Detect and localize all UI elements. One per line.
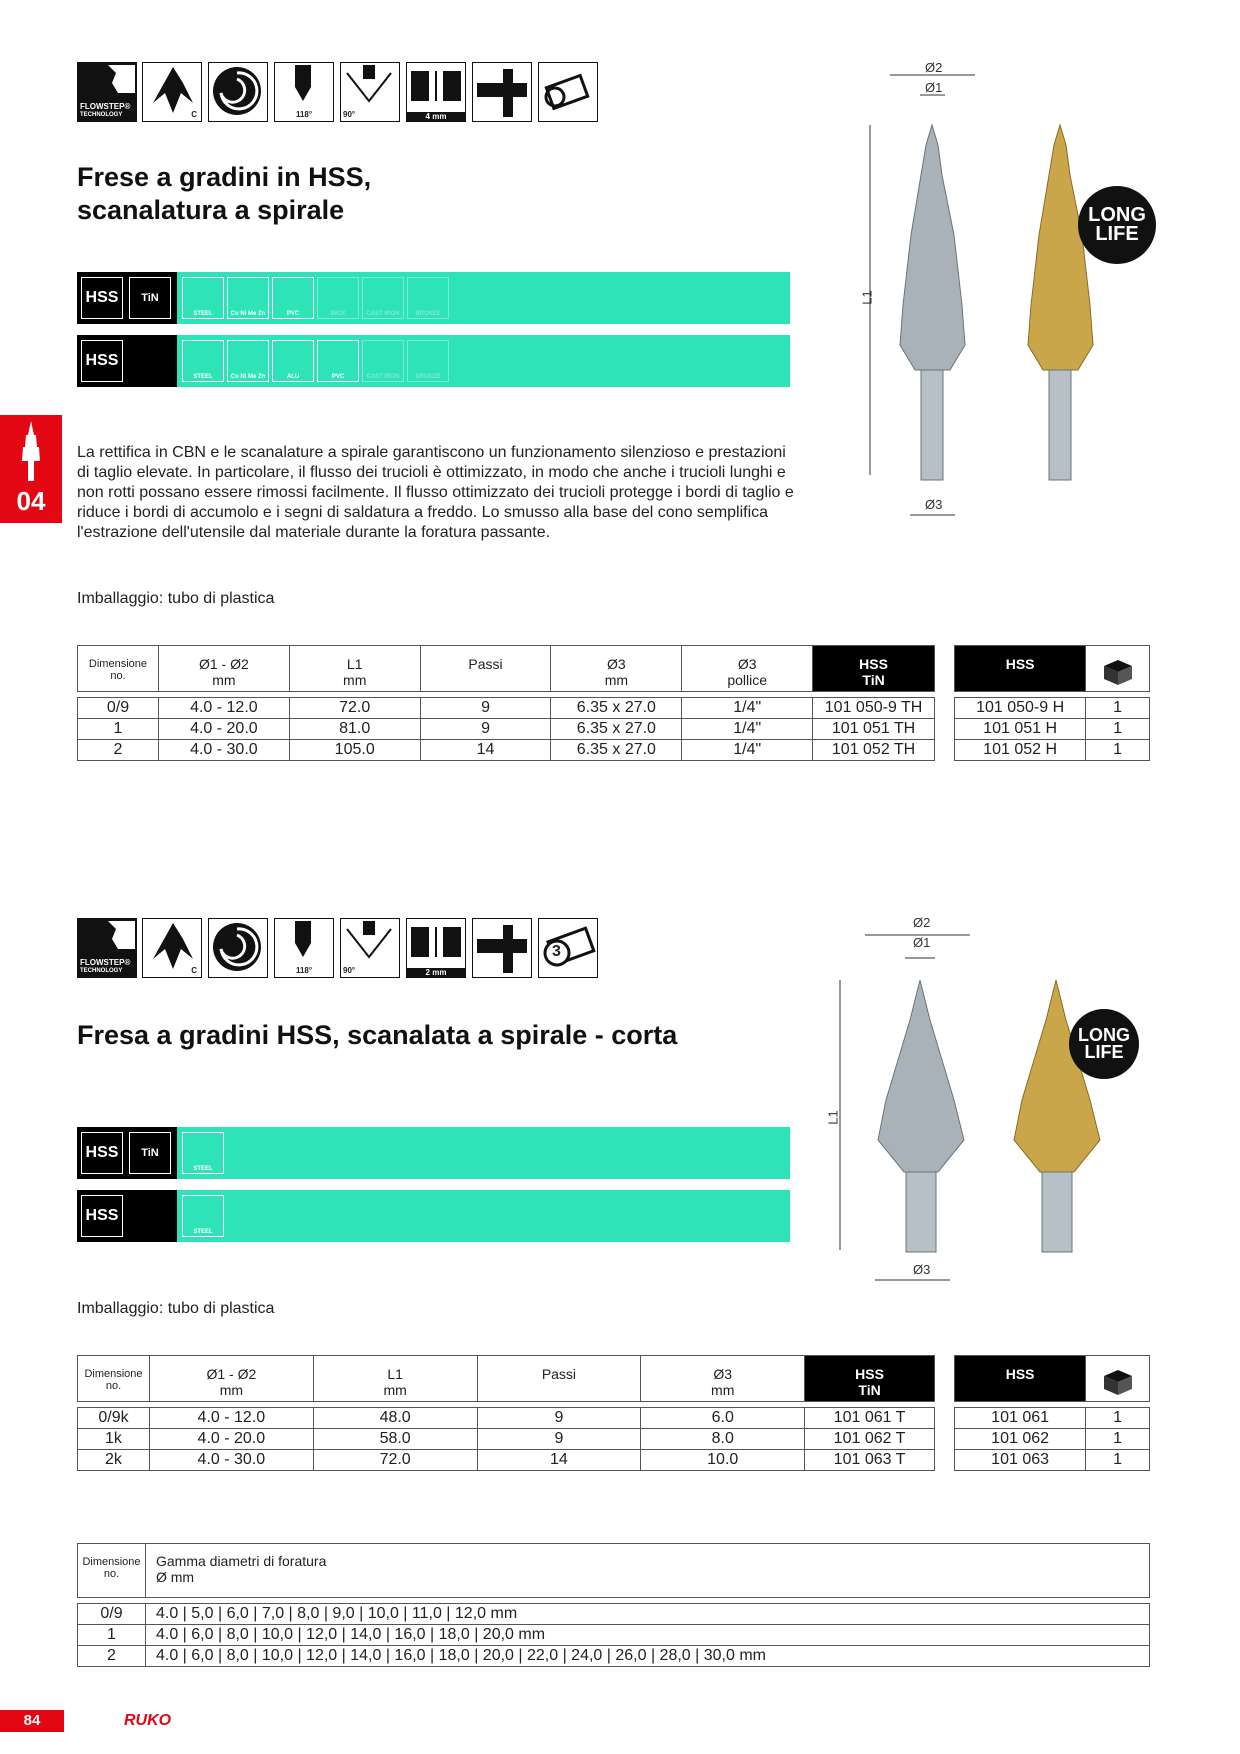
- material-nonferrous-icon: Cu Ni Me Zn: [227, 277, 269, 319]
- table-cell: 1: [1086, 719, 1150, 740]
- coating-tag-hss: HSS: [81, 340, 123, 382]
- table-cell: 1/4": [682, 719, 813, 740]
- table-cell: 101 063: [955, 1450, 1086, 1471]
- brand-logo: RUKO: [124, 1712, 172, 1729]
- material-pvc-icon: PVC: [317, 340, 359, 382]
- range-table-body: [78, 1604, 1150, 1667]
- material-steel-icon: STEEL: [182, 1195, 224, 1237]
- table-row: [955, 1408, 1150, 1429]
- table-header-row: [78, 1544, 1150, 1598]
- table-cell: 9: [420, 719, 551, 740]
- table-cell: 101 061 T: [805, 1408, 935, 1429]
- table-cell: 9: [477, 1408, 641, 1429]
- table-row: [78, 1625, 1150, 1646]
- page-number: 84: [0, 1710, 64, 1732]
- col-header-l1: L1 mm: [289, 646, 420, 692]
- spec-side-table-2: [954, 1355, 1150, 1471]
- table-cell: 4.0 - 20.0: [158, 719, 289, 740]
- table-cell: 0/9: [78, 1604, 146, 1625]
- col-header-d3: Ø3 mm: [641, 1356, 805, 1402]
- table-cell: 1: [1086, 1429, 1150, 1450]
- package-box-icon: [1086, 646, 1150, 692]
- table-cell: 14: [477, 1450, 641, 1471]
- table-cell: 81.0: [289, 719, 420, 740]
- table-cell: 1: [1086, 740, 1150, 761]
- table-cell: 48.0: [313, 1408, 477, 1429]
- dim-d2-label: Ø2: [925, 60, 943, 75]
- table-cell: 72.0: [313, 1450, 477, 1471]
- table-cell: 2k: [78, 1450, 150, 1471]
- table-cell: 1/4": [682, 698, 813, 719]
- spec-table-1: [77, 645, 935, 761]
- dim-d3-label: Ø3: [913, 1262, 931, 1277]
- col-header-range: Gamma diametri di foratura Ø mm: [145, 1544, 1149, 1598]
- table-cell: 101 063 T: [805, 1450, 935, 1471]
- table-cell: 4.0 | 6,0 | 8,0 | 10,0 | 12,0 | 14,0 | 16,0 | 18,0 | 20,0 mm: [145, 1625, 1149, 1646]
- dim-d1-label: Ø1: [925, 80, 943, 95]
- section-1-title: Frese a gradini in HSS, scanalatura a spirale: [77, 162, 372, 225]
- table-row: [78, 1646, 1150, 1667]
- table-row: [78, 1450, 935, 1471]
- table-row: [955, 1450, 1150, 1471]
- dim-d1-label: Ø1: [913, 935, 931, 950]
- dim-l1-label: L1: [859, 290, 875, 305]
- coating-tag-hss: HSS: [81, 1195, 123, 1237]
- packaging-note: Imballaggio: tubo di plastica: [77, 590, 275, 607]
- col-header-size: Dimensione no.: [78, 646, 159, 692]
- material-bronze-icon: BRONZE: [407, 277, 449, 319]
- table-cell: 101 062: [955, 1429, 1086, 1450]
- material-thickness-icon: [472, 62, 532, 122]
- col-header-hss: HSS: [955, 646, 1086, 692]
- step-drill-icon: [20, 421, 42, 483]
- long-life-badge: LONG LIFE: [1069, 1009, 1139, 1079]
- table-cell: 101 051 H: [955, 719, 1086, 740]
- table-cell: 101 061: [955, 1408, 1086, 1429]
- table-cell: 1/4": [682, 740, 813, 761]
- coating-tag-tin: TiN: [129, 1132, 171, 1174]
- table-cell: 4.0 - 30.0: [158, 740, 289, 761]
- col-header-diameter: Ø1 - Ø2 mm: [149, 1356, 313, 1402]
- step-height-icon: 4 mm: [406, 62, 466, 122]
- side-table-body: [955, 1408, 1150, 1471]
- table-cell: 4.0 - 12.0: [158, 698, 289, 719]
- product-description: La rettifica in CBN e le scanalature a spirale garantiscono un funzionamento silenzioso e prestazioni di taglio elevate. In particolare, il flusso dei trucioli è ottimizzato, in modo che anche i trucioli lunghi e non rotti possano essere rimossi facilmente. Il flusso ottimizzato dei trucioli protegge i bordi di taglio e riduce i bordi di accumolo e i segni di saldatura a freddo. Lo smusso alla base del cono semplifica l'estrazione dell'utensile dal materiale durante la foratura passante.: [77, 444, 794, 541]
- dim-d2-label: Ø2: [913, 915, 931, 930]
- table-row: [78, 698, 935, 719]
- col-header-d3-inch: Ø3 pollice: [682, 646, 813, 692]
- long-life-badge: LONG LIFE: [1078, 186, 1156, 264]
- table-cell: 6.0: [641, 1408, 805, 1429]
- col-header-hss-tin: HSS TiN: [813, 646, 935, 692]
- table-row: [955, 719, 1150, 740]
- material-inox-icon: INOX: [317, 277, 359, 319]
- col-header-steps: Passi: [477, 1356, 641, 1402]
- flowstep-icon: FLOWSTEP® TECHNOLOGY: [77, 918, 137, 978]
- material-alu-icon: ALU: [272, 340, 314, 382]
- table-cell: 6.35 x 27.0: [551, 740, 682, 761]
- table-cell: 4.0 | 6,0 | 8,0 | 10,0 | 12,0 | 14,0 | 16,0 | 18,0 | 20,0 | 22,0 | 24,0 | 26,0 | 28,0 | 30,0 mm: [145, 1646, 1149, 1667]
- table-cell: 9: [420, 698, 551, 719]
- chamfer-icon: C: [142, 918, 202, 978]
- table-cell: 101 050-9 H: [955, 698, 1086, 719]
- table-cell: 1: [1086, 698, 1150, 719]
- table-cell: 1k: [78, 1429, 150, 1450]
- hex-shank-icon: [538, 62, 598, 122]
- flowstep-icon: FLOWSTEP® TECHNOLOGY: [77, 62, 137, 122]
- drill-range-table: [77, 1543, 1150, 1667]
- spec-side-table-1: [954, 645, 1150, 761]
- table-cell: 9: [477, 1429, 641, 1450]
- table-row: [78, 740, 935, 761]
- col-header-diameter: Ø1 - Ø2 mm: [158, 646, 289, 692]
- table-cell: 2: [78, 740, 159, 761]
- countersink-icon: 90°: [340, 62, 400, 122]
- side-table-body: [955, 698, 1150, 761]
- dim-l1-label: L1: [825, 1110, 841, 1125]
- col-header-l1: L1 mm: [313, 1356, 477, 1402]
- material-castiron-icon: CAST IRON: [362, 340, 404, 382]
- packaging-note: Imballaggio: tubo di plastica: [77, 1300, 275, 1317]
- drill-illustration-2: [820, 910, 1150, 1290]
- three-flat-shank-icon: 3: [538, 918, 598, 978]
- spiral-flute-icon: [208, 62, 268, 122]
- material-bar-hss: [77, 335, 790, 387]
- col-header-size: Dimensione no.: [78, 1544, 146, 1598]
- point-angle-icon: 118°: [274, 62, 334, 122]
- material-nonferrous-icon: Cu Ni Me Zn: [227, 340, 269, 382]
- col-header-hss-tin: HSS TiN: [805, 1356, 935, 1402]
- drill-illustration-1: [850, 55, 1180, 535]
- material-thickness-icon: [472, 918, 532, 978]
- material-bar-hss-tin: [77, 1127, 790, 1179]
- spec-table-2: [77, 1355, 935, 1471]
- table-cell: 14: [420, 740, 551, 761]
- table-header-row: [78, 1356, 935, 1402]
- table-cell: 1: [1086, 1450, 1150, 1471]
- material-steel-icon: STEEL: [182, 1132, 224, 1174]
- material-castiron-icon: CAST IRON: [362, 277, 404, 319]
- table-cell: 101 052 TH: [813, 740, 935, 761]
- table-cell: 2: [78, 1646, 146, 1667]
- material-bar-hss: [77, 1190, 790, 1242]
- table-row: [78, 719, 935, 740]
- table-cell: 6.35 x 27.0: [551, 719, 682, 740]
- table-cell: 10.0: [641, 1450, 805, 1471]
- dim-d3-label: Ø3: [925, 497, 943, 512]
- table-cell: 4.0 - 30.0: [149, 1450, 313, 1471]
- table-cell: 4.0 | 5,0 | 6,0 | 7,0 | 8,0 | 9,0 | 10,0 | 11,0 | 12,0 mm: [145, 1604, 1149, 1625]
- table-body: [78, 1408, 935, 1471]
- table-cell: 72.0: [289, 698, 420, 719]
- table-row: [955, 698, 1150, 719]
- section-2-title: Fresa a gradini HSS, scanalata a spirale - corta: [77, 1020, 678, 1050]
- col-header-steps: Passi: [420, 646, 551, 692]
- table-row: [78, 1604, 1150, 1625]
- coating-tag-tin: TiN: [129, 277, 171, 319]
- material-steel-icon: STEEL: [182, 340, 224, 382]
- chapter-number: 04: [16, 486, 46, 516]
- table-cell: 58.0: [313, 1429, 477, 1450]
- chamfer-icon: C: [142, 62, 202, 122]
- table-cell: 0/9: [78, 698, 159, 719]
- table-body: [78, 698, 935, 761]
- material-pvc-icon: PVC: [272, 277, 314, 319]
- table-cell: 6.35 x 27.0: [551, 698, 682, 719]
- col-header-hss: HSS: [955, 1356, 1086, 1402]
- table-cell: 101 051 TH: [813, 719, 935, 740]
- col-header-size: Dimensione no.: [78, 1356, 150, 1402]
- chapter-tab[interactable]: [0, 415, 62, 523]
- col-header-d3: Ø3 mm: [551, 646, 682, 692]
- table-row: [78, 1429, 935, 1450]
- table-cell: 1: [78, 1625, 146, 1646]
- coating-tag-hss: HSS: [81, 1132, 123, 1174]
- table-cell: 1: [78, 719, 159, 740]
- step-height-icon: 2 mm: [406, 918, 466, 978]
- table-row: [955, 740, 1150, 761]
- table-cell: 8.0: [641, 1429, 805, 1450]
- countersink-icon: 90°: [340, 918, 400, 978]
- material-steel-icon: STEEL: [182, 277, 224, 319]
- package-box-icon: [1086, 1356, 1150, 1402]
- spiral-flute-icon: [208, 918, 268, 978]
- table-cell: 4.0 - 12.0: [149, 1408, 313, 1429]
- material-bar-hss-tin: [77, 272, 790, 324]
- point-angle-icon: 118°: [274, 918, 334, 978]
- table-cell: 4.0 - 20.0: [149, 1429, 313, 1450]
- coating-tag-hss: HSS: [81, 277, 123, 319]
- table-cell: 1: [1086, 1408, 1150, 1429]
- table-cell: 0/9k: [78, 1408, 150, 1429]
- table-row: [955, 1429, 1150, 1450]
- table-header-row: [78, 646, 935, 692]
- table-cell: 101 052 H: [955, 740, 1086, 761]
- table-cell: 101 050-9 TH: [813, 698, 935, 719]
- table-cell: 101 062 T: [805, 1429, 935, 1450]
- material-bronze-icon: BRONZE: [407, 340, 449, 382]
- table-row: [78, 1408, 935, 1429]
- table-cell: 105.0: [289, 740, 420, 761]
